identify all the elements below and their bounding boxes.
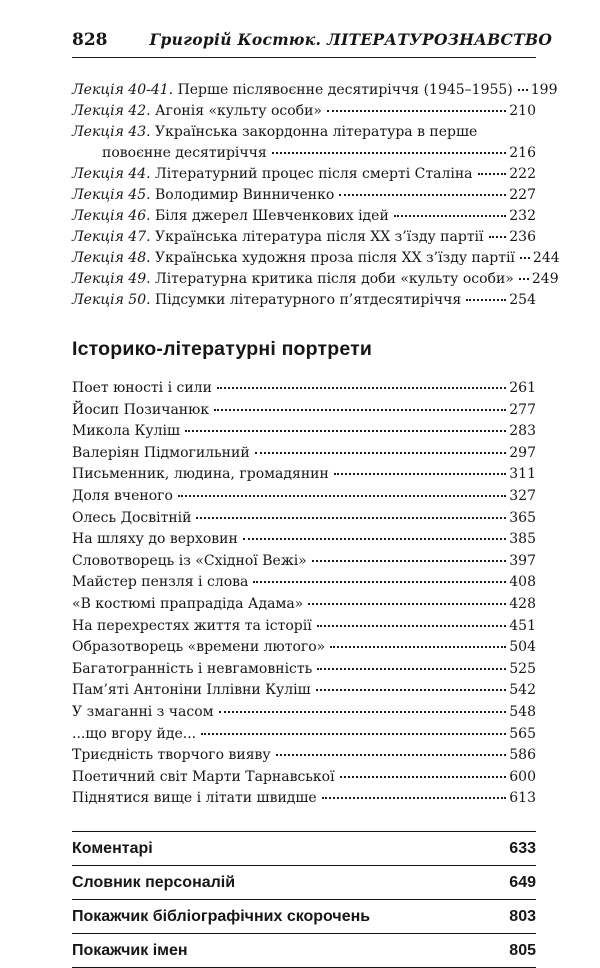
backmatter-title: Покажчик імен [72,941,188,959]
toc-entry-row [72,185,536,206]
toc-entry-row [72,724,536,746]
dot-leader [243,538,506,540]
lecture-number-label: Лекція 43. [72,124,156,140]
entry-page-number: 227 [509,187,536,203]
dot-leader [520,257,530,259]
toc-entry-row [72,421,536,443]
toc-entry-row [72,101,536,122]
running-title: Григорій Костюк. ЛІТЕРАТУРОЗНАВСТВО [149,30,553,49]
entry-title: Біля джерел Шевченкових ідей [155,208,389,224]
backmatter-page-number: 803 [509,907,536,925]
entry-page-number: 565 [509,725,536,742]
entry-page-number: 385 [509,531,536,548]
dot-leader [334,473,506,475]
dot-leader [339,194,506,196]
entry-page-number: 249 [531,271,559,287]
entry-title: Триєдність творчого вияву [72,747,271,764]
entry-title: Підсумки літературного п’ятдесятиріччя [155,292,462,308]
entry-title: Українська література після XX з’їзду партії [155,229,484,245]
entry-page-number: 548 [509,703,536,720]
entry-title: Образотворець «времени лютого» [72,639,326,656]
dot-leader [255,452,507,454]
entry-page-number: 261 [509,380,536,396]
entry-page-number: 613 [509,790,536,807]
lecture-number-label: Лекція 44. [72,166,156,182]
lecture-number-label: Лекція 46. [72,208,156,224]
dot-leader [466,299,506,301]
dot-leader [308,603,506,605]
entry-title: Українська закордонна література в перше [155,124,478,140]
entry-title: ...що вгору йде... [72,725,197,742]
dot-leader [253,581,506,583]
entry-page-number: 397 [509,552,536,569]
dot-leader [219,711,507,713]
entry-page-number: 600 [509,768,536,785]
entry-page-number: 236 [509,229,536,245]
toc-entry-row [72,659,536,681]
dot-leader [316,689,507,691]
dot-leader [178,495,506,497]
toc-entry-row [72,443,536,465]
section-heading: Історико-літературні портрети [72,338,373,360]
lecture-number-label: Лекція 49. [72,271,156,287]
entry-title: На шляху до верховин [72,531,238,548]
lecture-number-label: Лекція 42. [72,103,156,119]
entry-title: Багатогранність і невгамовність [72,660,313,677]
dot-leader [312,560,507,562]
dot-leader [489,236,507,238]
backmatter-page-number: 633 [509,839,536,857]
entry-title: Валеріян Підмогильний [72,444,250,461]
lecture-number-label: Лекція 45. [72,187,156,203]
toc-entry-row [72,143,536,164]
dot-leader [317,668,506,670]
entry-page-number: 199 [530,82,558,98]
toc-entry-row [72,400,536,422]
dot-leader [217,387,506,389]
toc-entry-row [72,572,536,594]
dot-leader [201,733,506,735]
entry-page-number: 408 [509,574,536,591]
entry-page-number: 283 [509,423,536,440]
page-number: 828 [72,30,108,50]
dot-leader [478,173,507,175]
toc-entry-row [72,80,558,101]
dot-leader [394,215,506,217]
entry-page-number: 277 [509,401,536,418]
entry-page-number: 254 [509,292,536,308]
backmatter-list [72,831,536,968]
entry-title: Літературна критика після доби «культу особи» [155,271,514,287]
toc-entry-row [72,594,536,616]
toc-entry-row [72,290,536,311]
toc-entry-row [72,551,536,573]
dot-leader [518,89,528,91]
dot-leader [330,646,506,648]
entry-page-number: 525 [509,660,536,677]
toc-entry-row [72,227,536,248]
toc-entry-row [72,378,536,400]
toc-entry-row [72,702,536,724]
toc-entry-row [72,269,559,290]
toc-entry-row [72,486,536,508]
entry-title: Поетичний світ Марти Тарнавської [72,768,335,785]
dot-leader [322,797,507,799]
lecture-number-label: Лекція 48. [72,250,156,266]
dot-leader [276,754,507,756]
entry-title: Микола Куліш [72,423,180,440]
entry-title: Поет юності і сили [72,380,212,396]
entry-page-number: 327 [509,487,536,504]
toc-entry-row [72,788,536,810]
dot-leader [317,625,507,627]
lecture-number-label: Лекція 50. [72,292,156,308]
toc-entry-row [72,206,536,227]
entry-page-number: 504 [509,639,536,656]
dot-leader [196,517,506,519]
entry-title: У змаганні з часом [72,703,214,720]
entry-page-number: 216 [509,145,536,161]
portraits-list [72,378,536,810]
entry-page-number: 365 [509,509,536,526]
dot-leader [340,776,507,778]
toc-entry-row [72,248,560,269]
entry-title: Пам’яті Антоніни Іллівни Куліш [72,682,311,699]
backmatter-page-number: 649 [509,873,536,891]
entry-title: Словотворець із «Східної Вежі» [72,552,307,569]
dot-leader [272,152,507,154]
toc-entry-row [72,616,536,638]
toc-entry-row [72,767,536,789]
backmatter-row [72,831,536,865]
entry-page-number: 586 [509,747,536,764]
backmatter-title: Коментарі [72,839,153,857]
entry-title: Українська художня проза після XX з’їзду партії [155,250,515,266]
entry-page-number: 297 [509,444,536,461]
toc-entry-row [72,164,536,185]
entry-title: Піднятися вище і літати швидше [72,790,317,807]
entry-title: «В костюмі прапрадіда Адама» [72,595,304,612]
entry-page-number: 428 [509,595,536,612]
entry-title: Володимир Винниченко [155,187,335,203]
dot-leader [327,110,506,112]
toc-entry-row [72,464,536,486]
backmatter-page-number: 805 [509,941,536,959]
entry-title: Перше післявоєнне десятиріччя (1945–1955) [177,82,513,98]
lecture-number-label: Лекція 47. [72,229,156,245]
entry-page-number: 232 [509,208,536,224]
entry-title: Літературний процес після смерті Сталіна [155,166,473,182]
backmatter-row [72,933,536,967]
toc-entry-row [72,745,536,767]
running-header [72,30,553,58]
dot-leader [519,278,529,280]
toc-entry-row [72,680,536,702]
toc-entry-row [72,529,536,551]
entry-page-number: 542 [509,682,536,699]
backmatter-title: Словник персоналій [72,873,236,891]
backmatter-row [72,865,536,899]
entry-page-number: 210 [509,103,536,119]
lecture-number-label: Лекція 40-41. [72,82,178,98]
entry-title: Доля вченого [72,487,173,504]
toc-entry-row [72,122,536,143]
entry-page-number: 222 [509,166,536,182]
dot-leader [214,409,506,411]
entry-page-number: 244 [532,250,560,266]
entry-title: Майстер пензля і слова [72,574,249,591]
toc-entry-row [72,637,536,659]
dot-leader [185,430,506,432]
entry-title: Йосип Позичанюк [72,401,210,418]
entry-title: Письменник, людина, громадянин [72,466,329,483]
entry-title: На перехрестях життя та історії [72,617,312,634]
entry-title: Агонія «культу особи» [155,103,322,119]
entry-page-number: 311 [509,466,536,483]
backmatter-row [72,899,536,933]
toc-entry-row [72,508,536,530]
entry-title: Олесь Досвітній [72,509,192,526]
backmatter-title: Покажчик бібліографічних скорочень [72,907,371,925]
entry-page-number: 451 [509,617,536,634]
lectures-list [72,80,560,311]
entry-title: повоєнне десятиріччя [102,145,267,161]
